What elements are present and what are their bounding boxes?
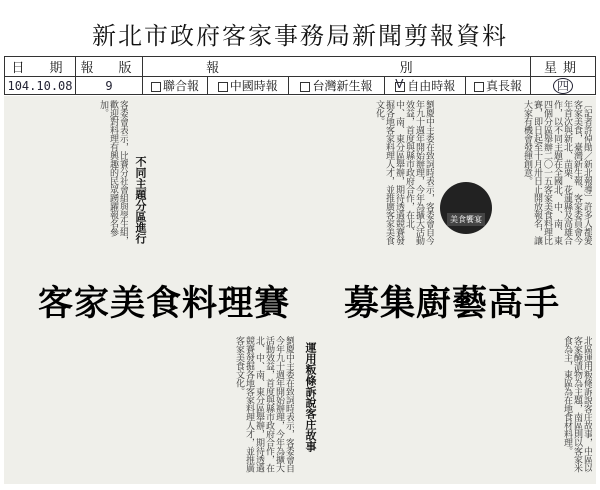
article-body-lower-left: 劉慶中主委在致詞時表示，客委會自今年九十週年開始辦理，今年為擴大活動效益，首度與縣市政府合作，在北、中、南、東分區舉辦，期待透過競賽發掘各地客家料理人才，並推廣客家美食文化。 [234,336,294,472]
edition-value: 9 [76,77,143,95]
paper-option-checked: V 自由時報 [385,77,466,95]
date-header: 日 期 [5,57,76,77]
edition-header: 報 版 [76,57,143,77]
checkbox-icon [474,82,484,92]
article-body-left: 客委會表示，比賽分社會組與學生組，歡迎對料理有興趣的民眾踴躍報名參加。 [98,100,128,245]
newspaper-clipping [4,96,596,484]
checkbox-icon [300,82,310,92]
article-body-upper: 劉慶中主委在致詞時表示，客委會自今年九十週年開始辦理，今年為擴大活動效益，首度與縣市政府合作，在北、中、南、東分區舉辦，期待透過競賽發掘各地客家料理人才，並推廣客家美食文化。 [374,100,434,245]
paper-option: 中國時報 [207,77,288,95]
paper-header: 報 [143,57,289,77]
checkbox-icon [218,82,228,92]
paper-option: 真長報 [466,77,531,95]
weekday-header: 星期 [531,57,596,77]
headline-part1: 客家美食料理賽 [38,283,291,324]
subheading-right: 運用粄條訴說客庄故事 [304,342,317,452]
headline-part2: 募集廚藝高手 [344,283,561,324]
article-body-lower-right: 北區運用粄條訴說客庄故事，中區以客家醃漬物為主題，南區則以客家米食為主，東區為在地食材料理。 [562,336,592,472]
paper-option: 聯合報 [143,77,208,95]
paper-option: 台灣新生報 [288,77,385,95]
meta-table [4,56,596,95]
date-value: 104.10.08 [5,77,76,95]
weekday-value: 四 [531,77,596,95]
food-logo-icon: 美食饗宴 [440,182,492,234]
subheading-left: 不同主題分區進行 [134,156,147,244]
document-title: 新北市政府客家事務局新聞剪報資料 [92,22,508,50]
checkmark-icon: V [395,76,404,91]
checkbox-icon [151,82,161,92]
type-header: 別 [288,57,530,77]
article-body-right: 〔記者許倬勛／新北報導〕許多人都愛客家美食，臺灣新生報、客家委員會今年首次與新北、苗栗、花蓮縣及高雄合作，以不同主題在全國北、中、南、東四個分區舉辦二〇一五客家美食料理比賽，即日起至十月卅日止開放報名，讓大家有機會發揮創意。 [522,100,592,245]
